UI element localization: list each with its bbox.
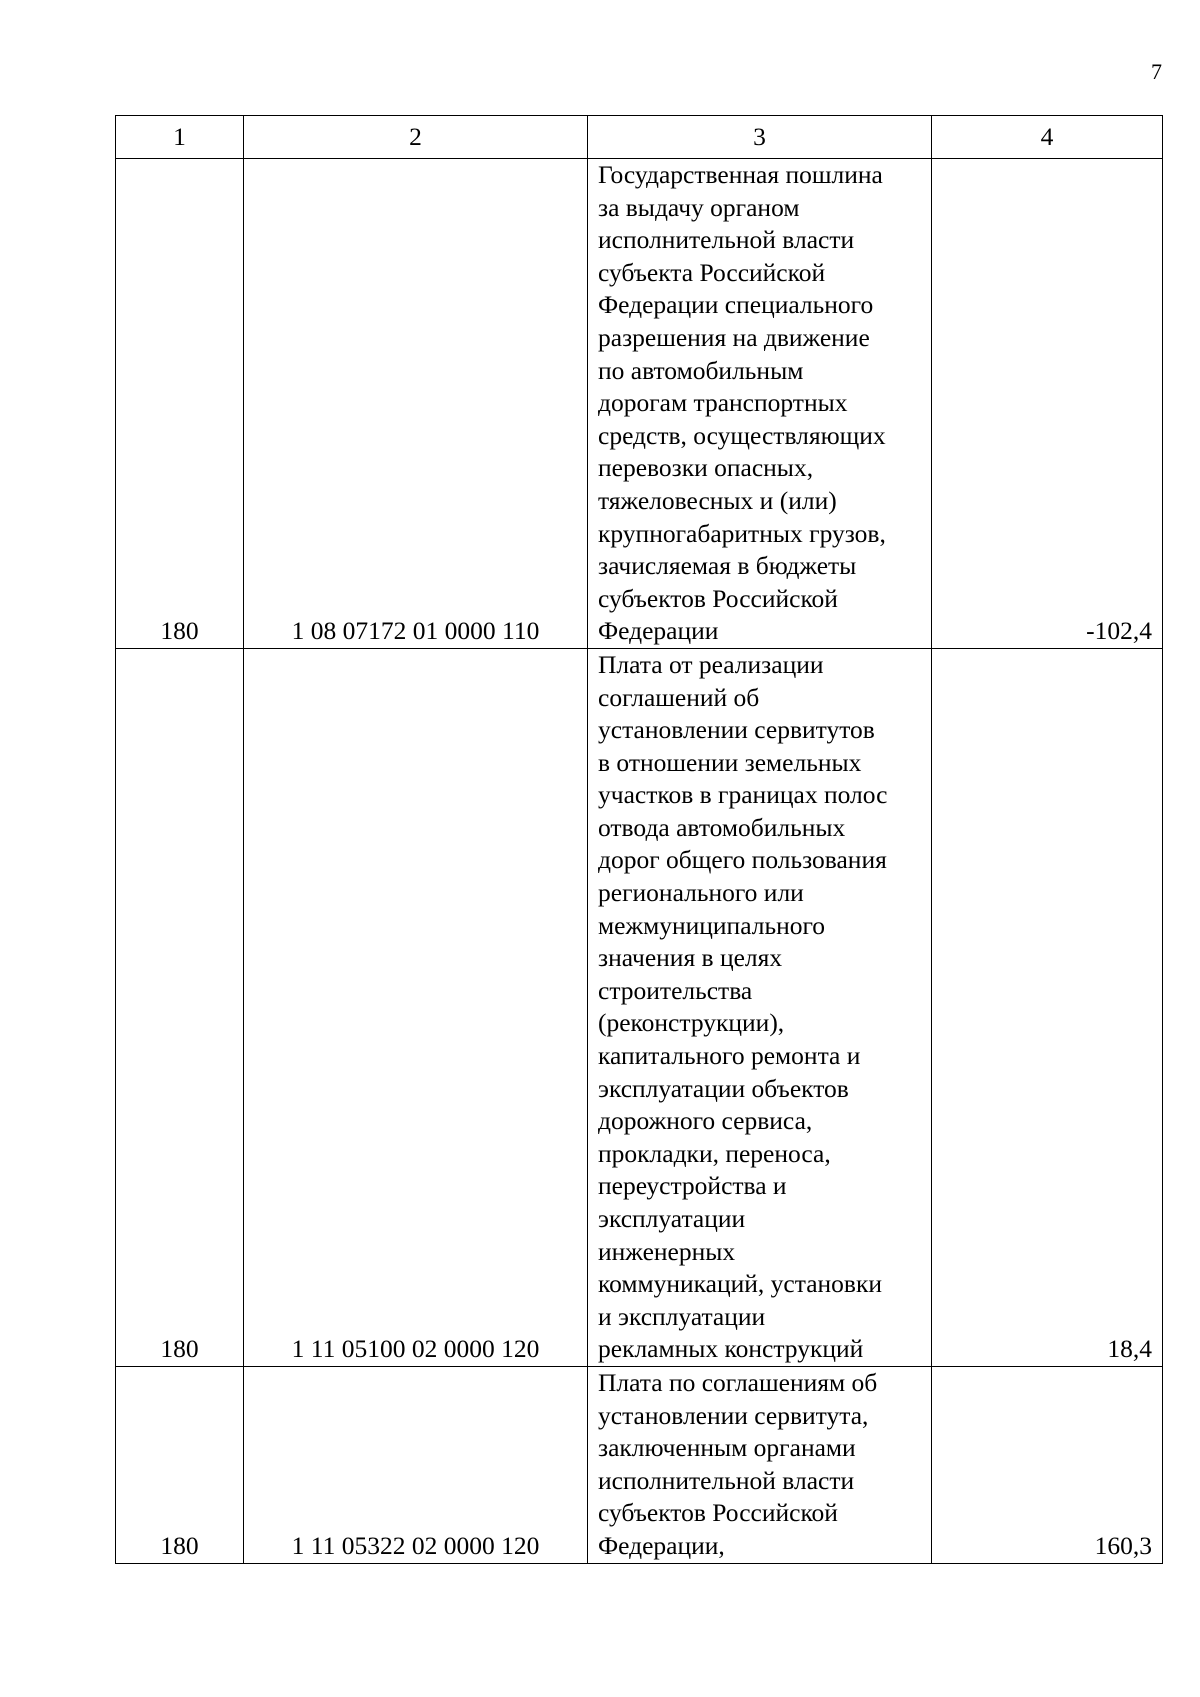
description-line: значения в целях	[598, 943, 783, 973]
description-cell	[588, 648, 932, 1366]
description-line: исполнительной власти	[598, 225, 855, 255]
description-line: Государственная пошлина	[598, 160, 883, 189]
description-line: дорогам транспортных	[598, 388, 848, 418]
description-cell	[588, 1366, 932, 1563]
description-line: в отношении земельных	[598, 747, 862, 777]
description-line: установлении сервитутов	[598, 715, 875, 745]
table-header-row	[116, 116, 1163, 159]
description-line: за выдачу органом	[598, 192, 800, 222]
description-cell	[588, 159, 932, 649]
description-line: отвода автомобильных	[598, 812, 846, 842]
description-line: строительства	[598, 975, 753, 1005]
header-cell-3: 3	[588, 116, 932, 159]
table-row	[116, 159, 1163, 649]
description-line: капитального ремонта и	[598, 1041, 861, 1071]
description-line: соглашений об	[598, 682, 760, 712]
admin-code-cell: 180	[116, 159, 244, 649]
description-line: тяжеловесных и (или)	[598, 485, 837, 515]
description-line: Федерации,	[598, 1530, 725, 1560]
amount-cell: 160,3	[932, 1366, 1163, 1563]
admin-code-cell: 180	[116, 648, 244, 1366]
description-line: эксплуатации	[598, 1204, 746, 1233]
description-line: крупногабаритных грузов,	[598, 518, 886, 548]
description-line: дорог общего пользования	[598, 845, 887, 875]
description-line: и эксплуатации	[598, 1301, 766, 1331]
description-line: эксплуатации объектов	[598, 1073, 849, 1103]
description-line: рекламных конструкций	[598, 1334, 864, 1364]
description-line: исполнительной власти	[598, 1465, 855, 1495]
description-line: коммуникаций, установки	[598, 1269, 882, 1299]
description-line: установлении сервитута,	[598, 1400, 869, 1430]
description-line: зачисляемая в бюджеты	[598, 551, 857, 581]
budget-code-cell: 1 11 05322 02 0000 120	[244, 1366, 588, 1563]
description-line: регионального или	[598, 878, 804, 908]
budget-table	[115, 115, 1163, 1564]
admin-code-cell: 180	[116, 1366, 244, 1563]
header-cell-2: 2	[244, 116, 588, 159]
description-line: субъектов Российской	[598, 583, 838, 613]
description-line: Федерации	[598, 616, 719, 646]
description-line: разрешения на движение	[598, 322, 870, 352]
description-line: (реконструкции),	[598, 1008, 785, 1038]
page-number: 7	[1151, 59, 1162, 84]
description-line: дорожного сервиса,	[598, 1106, 813, 1136]
description-line: Федерации специального	[598, 290, 874, 320]
description-line: межмуниципального	[598, 910, 826, 940]
description-line: перевозки опасных,	[598, 453, 814, 483]
description-line: Плата от реализации	[598, 649, 824, 679]
description-line: инженерных	[598, 1236, 736, 1266]
description-line: Плата по соглашениям об	[598, 1367, 878, 1397]
description-line: заключенным органами	[598, 1433, 856, 1463]
description-line: по автомобильным	[598, 355, 804, 385]
description-line: переустройства и	[598, 1171, 787, 1201]
table-row	[116, 1366, 1163, 1563]
description-line: субъектов Российской	[598, 1498, 838, 1528]
amount-cell: -102,4	[932, 159, 1163, 649]
header-cell-1: 1	[116, 116, 244, 159]
budget-code-cell: 1 08 07172 01 0000 110	[244, 159, 588, 649]
table-row	[116, 648, 1163, 1366]
description-line: участков в границах полос	[598, 780, 888, 810]
budget-code-cell: 1 11 05100 02 0000 120	[244, 648, 588, 1366]
amount-cell: 18,4	[932, 648, 1163, 1366]
header-cell-4: 4	[932, 116, 1163, 159]
description-line: прокладки, переноса,	[598, 1138, 831, 1168]
description-line: средств, осуществляющих	[598, 420, 886, 450]
description-line: субъекта Российской	[598, 257, 826, 287]
